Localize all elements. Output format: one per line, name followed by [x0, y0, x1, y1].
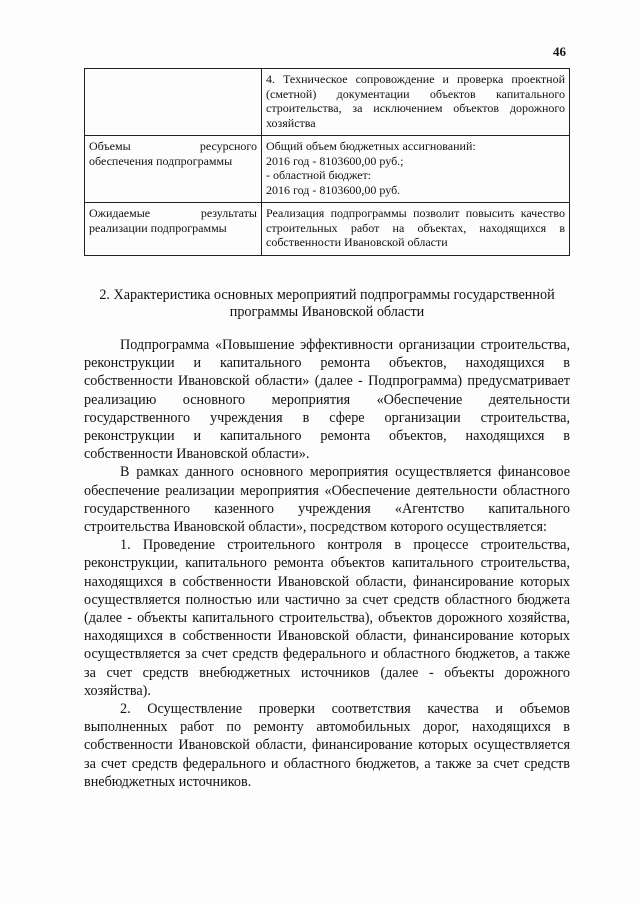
table-cell-value — [262, 203, 570, 256]
body-text — [84, 336, 570, 791]
cell-line: - областной бюджет: — [266, 168, 372, 182]
cell-line: Общий объем бюджетных ассигнований: — [266, 139, 476, 153]
table-row — [85, 136, 570, 203]
paragraph: Подпрограмма «Повышение эффективности организации строительства, реконструкции и капитального ремонта объектов, находящихся в собственности Ивановской области» (далее - Подпрограмма) предусматривает реализацию основного мероприятия «Обеспечение деятельности государственного учреждения в сфере организации строительства, реконструкции и капитального ремонта объектов, находящихся в собственности Ивановской области». — [84, 337, 570, 463]
paragraph: 1. Проведение строительного контроля в процессе строительства, реконструкции, капитального ремонта объектов капитального строительства, находящихся в собственности Ивановской области, финансирование которых осуществляется полностью или частично за счет средств областного бюджета (далее - объекты капитального строительства), объектов дорожного хозяйства, находящихся в собственности Ивановской области, финансирование которых осуществляется за счет средств федерального и областного бюджетов, а также за счет средств внебюджетных источников (далее - объекты дорожного хозяйства). — [84, 537, 570, 699]
cell-line: 2016 год - 8103600,00 руб. — [266, 182, 401, 197]
table-cell-label — [85, 69, 262, 136]
table-cell-value — [262, 136, 570, 203]
table-row — [85, 203, 570, 256]
cell-line: 2016 год - 8103600,00 руб.; — [266, 153, 404, 168]
paragraph: 2. Осуществление проверки соответствия качества и объемов выполненных работ по ремонту автомобильных дорог, находящихся в собственности Ивановской области, финансирование которых осуществляется за счет средств федерального и областного бюджетов, а также за счет средств внебюджетных источников. — [84, 701, 570, 790]
paragraph: В рамках данного основного мероприятия осуществляется финансовое обеспечение реализации мероприятия «Обеспечение деятельности областного государственного казенного учреждения «Агентство капитального строительства Ивановской области», посредством которого осуществляется: — [84, 464, 570, 536]
table-cell-value — [262, 69, 570, 136]
cell-line: 4. Техническое сопровождение и проверка проектной (сметной) документации объектов капитального строительства, за исключением объектов дорожного хозяйства — [266, 72, 565, 130]
subprogram-passport-table — [84, 68, 570, 256]
table-row — [85, 69, 570, 136]
section-heading: 2. Характеристика основных мероприятий подпрограммы государственной программы Ивановской области — [99, 287, 555, 320]
table-cell-label: Объемы ресурсного обеспечения подпрограммы — [85, 136, 262, 203]
page-number: 46 — [553, 44, 566, 59]
table-cell-label: Ожидаемые результаты реализации подпрограммы — [85, 203, 262, 256]
cell-line: Реализация подпрограммы позволит повысить качество строительных работ на объектах, находящихся в собственности Ивановской области — [266, 206, 565, 249]
